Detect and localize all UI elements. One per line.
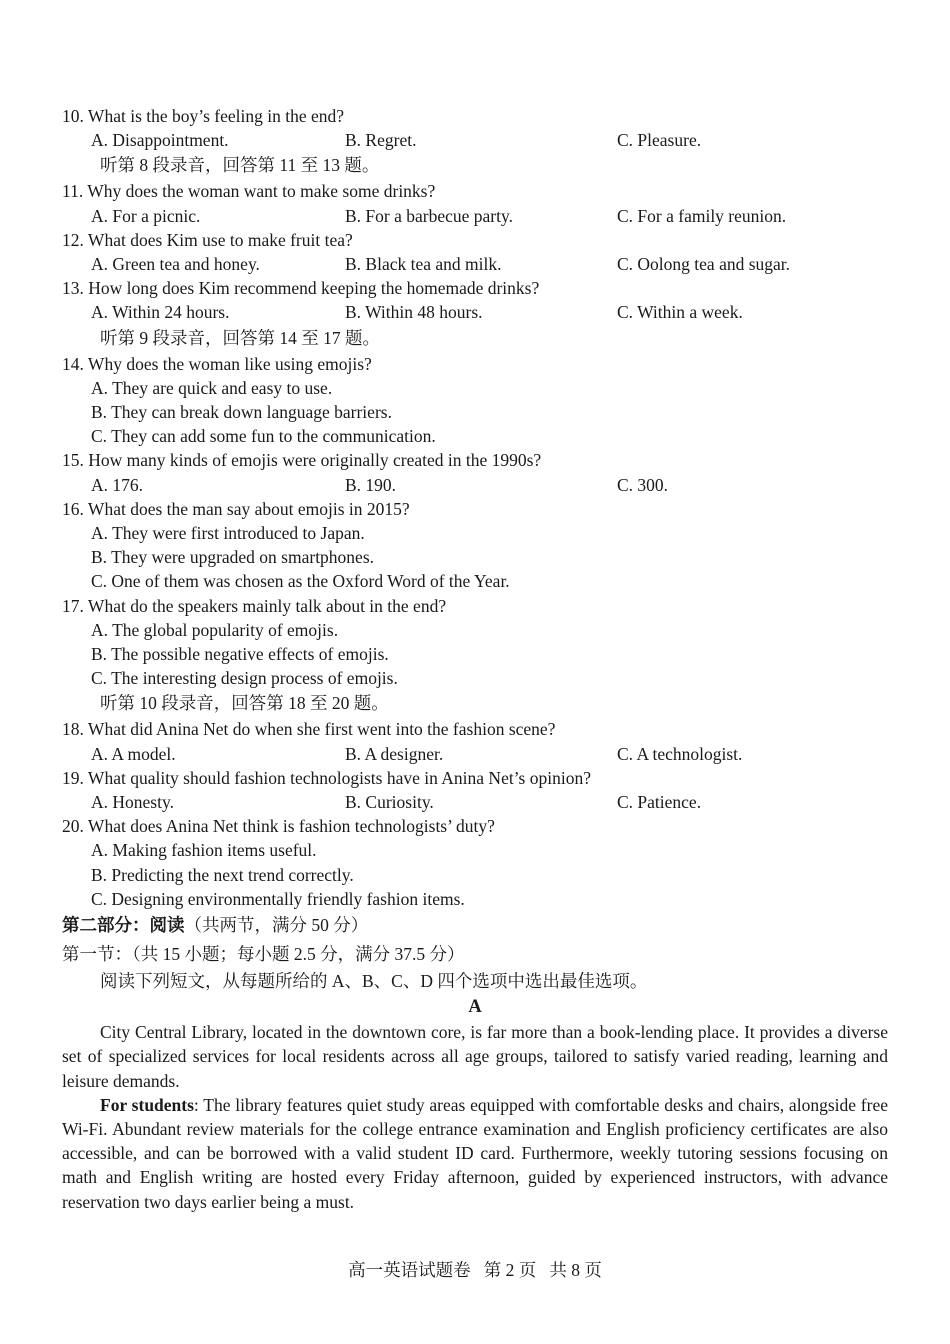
option-a: A. Disappointment. [91,130,229,151]
option-b: B. 190. [345,474,397,495]
option-a: A. They were first introduced to Japan. [91,523,365,544]
option-a: A. The global popularity of emojis. [91,619,339,640]
question-text: 16. What does the man say about emojis in 2015? [62,498,410,519]
question-text: 20. What does Anina Net think is fashion technologists’ duty? [62,816,495,837]
option-b: B. A designer. [345,743,444,764]
page-footer: 高一英语试题卷 第 2 页 共 8 页 [348,1260,602,1280]
question-12 [62,228,888,276]
option-b: B. They were upgraded on smartphones. [91,547,375,568]
question-10 [62,104,888,152]
option-a: A. For a picnic. [91,205,201,226]
options-row [62,742,888,766]
part-2-title: 第二部分：阅读 [62,915,185,936]
options-row [62,128,888,152]
question-16 [62,497,888,594]
passage-paragraph-1: City Central Library, located in the downtown core, is far more than a book-lending place. It provides a diverse set of specialized services for local residents across all age groups, tailored to satisfy varied reading, learning and leisure demands. [62,1022,888,1091]
question-14 [62,352,888,449]
listening-instruction-9: 听第 9 段录音，回答第 14 至 17 题。 [100,327,380,348]
part-2-heading [62,911,888,940]
question-13 [62,276,888,324]
listening-instruction-10: 听第 10 段录音，回答第 18 至 20 题。 [100,693,389,714]
option-a: A. Green tea and honey. [91,254,260,275]
option-c: C. For a family reunion. [617,205,787,226]
option-a: A. Honesty. [91,792,174,813]
options-row [62,204,888,228]
option-b: B. Curiosity. [345,792,434,813]
option-c: C. Pleasure. [617,130,702,151]
question-11 [62,179,888,227]
paragraph-body: : The library features quiet study areas equipped with comfortable desks and chairs, alongside free Wi-Fi. Abundant review materials for the college entrance examination and English proficiency certificates are also accessible, and can be borrowed with a valid student ID card. Furthermore, weekly tutoring sessions focusing on math and English writing are hosted every Friday afternoon, guided by experienced instructors, with advance reservation two days earlier being a must. [62,1094,888,1212]
question-19 [62,766,888,814]
listening-instruction-8: 听第 8 段录音，回答第 11 至 13 题。 [100,155,380,176]
options-row [62,252,888,276]
option-a: A. 176. [91,474,144,495]
option-c: C. Within a week. [617,302,743,323]
option-c: C. One of them was chosen as the Oxford Word of the Year. [91,571,510,592]
question-17 [62,594,888,691]
question-20 [62,814,888,911]
question-text: 11. Why does the woman want to make some drinks? [62,181,436,202]
question-text: 10. What is the boy’s feeling in the end? [62,106,345,126]
option-c: C. 300. [617,474,669,495]
question-15 [62,448,888,496]
option-b: B. For a barbecue party. [345,205,513,226]
option-c: C. Oolong tea and sugar. [617,254,791,275]
question-text: 13. How long does Kim recommend keeping the homemade drinks? [62,278,540,299]
option-b: B. Predicting the next trend correctly. [91,864,354,885]
options-row [62,790,888,814]
options-row [62,473,888,497]
option-c: C. The interesting design process of emojis. [91,668,398,689]
question-18 [62,717,888,765]
question-text: 12. What does Kim use to make fruit tea? [62,229,353,250]
part-2-score: （共两节，满分 50 分） [184,915,369,936]
option-c: C. Designing environmentally friendly fashion items. [91,888,465,909]
option-b: B. The possible negative effects of emojis. [91,644,389,665]
option-b: B. They can break down language barriers. [91,402,392,423]
option-a: A. Within 24 hours. [91,302,230,323]
option-a: A. Making fashion items useful. [91,840,317,861]
option-a: A. They are quick and easy to use. [91,377,333,398]
reading-instruction: 阅读下列短文，从每题所给的 A、B、C、D 四个选项中选出最佳选项。 [100,971,648,992]
paragraph-lead: For students [100,1094,194,1115]
passage-title: A [468,997,482,1018]
option-c: C. A technologist. [617,743,743,764]
passage-paragraph-2 [62,1093,888,1214]
option-b: B. Black tea and milk. [345,254,502,275]
question-text: 19. What quality should fashion technologists have in Anina Net’s opinion? [62,767,591,788]
question-text: 17. What do the speakers mainly talk about in the end? [62,595,447,616]
option-c: C. Patience. [617,792,702,813]
options-row [62,300,888,324]
option-c: C. They can add some fun to the communication. [91,426,436,447]
option-b: B. Regret. [345,130,417,151]
option-b: B. Within 48 hours. [345,302,483,323]
option-a: A. A model. [91,743,176,764]
question-text: 14. Why does the woman like using emojis? [62,353,372,374]
page-content [62,104,888,1214]
question-text: 15. How many kinds of emojis were originally created in the 1990s? [62,450,542,471]
section-1-heading: 第一节：（共 15 小题；每小题 2.5 分，满分 37.5 分） [62,944,465,965]
question-text: 18. What did Anina Net do when she first went into the fashion scene? [62,719,556,740]
